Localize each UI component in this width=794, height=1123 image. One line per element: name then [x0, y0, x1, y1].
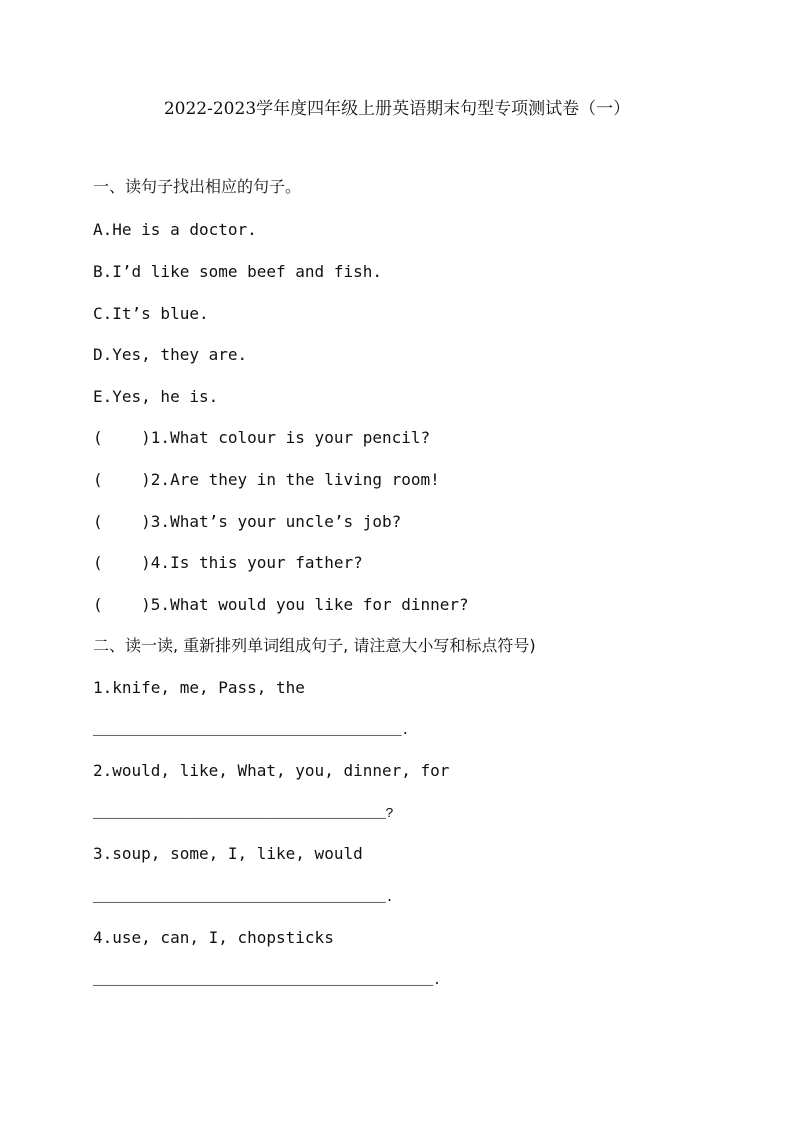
page-title: 2022-2023学年度四年级上册英语期末句型专项测试卷（一） [163, 99, 631, 119]
option-c: C.It’s blue. [93, 304, 209, 323]
question-5: ( )5.What would you like for dinner? [93, 595, 469, 614]
option-e: E.Yes, he is. [93, 387, 219, 406]
section1-heading: 一、读句子找出相应的句子。 [93, 177, 302, 196]
option-a: A.He is a doctor. [93, 220, 257, 239]
section2-heading: 二、读一读, 重新排列单词组成句子, 请注意大小写和标点符号) [93, 636, 536, 655]
reorder-item-4-words: 4.use, can, I, chopsticks [93, 928, 334, 947]
reorder-item-3-answer-line[interactable]: _____________________________________. [93, 890, 394, 906]
question-2: ( )2.Are they in the living room! [93, 470, 440, 489]
question-1: ( )1.What colour is your pencil? [93, 428, 431, 447]
option-b: B.I’d like some beef and fish. [93, 262, 382, 281]
question-3: ( )3.What’s your uncle’s job? [93, 512, 402, 531]
reorder-item-1-answer-line[interactable]: _______________________________________. [93, 723, 410, 739]
reorder-item-1-words: 1.knife, me, Pass, the [93, 678, 305, 697]
reorder-item-3-words: 3.soup, some, I, like, would [93, 844, 363, 863]
reorder-item-2-words: 2.would, like, What, you, dinner, for [93, 761, 450, 780]
reorder-item-4-answer-line[interactable]: ___________________________________________. [93, 973, 441, 989]
question-4: ( )4.Is this your father? [93, 553, 363, 572]
reorder-item-2-answer-line[interactable]: _____________________________________? [93, 806, 394, 822]
option-d: D.Yes, they are. [93, 345, 248, 364]
